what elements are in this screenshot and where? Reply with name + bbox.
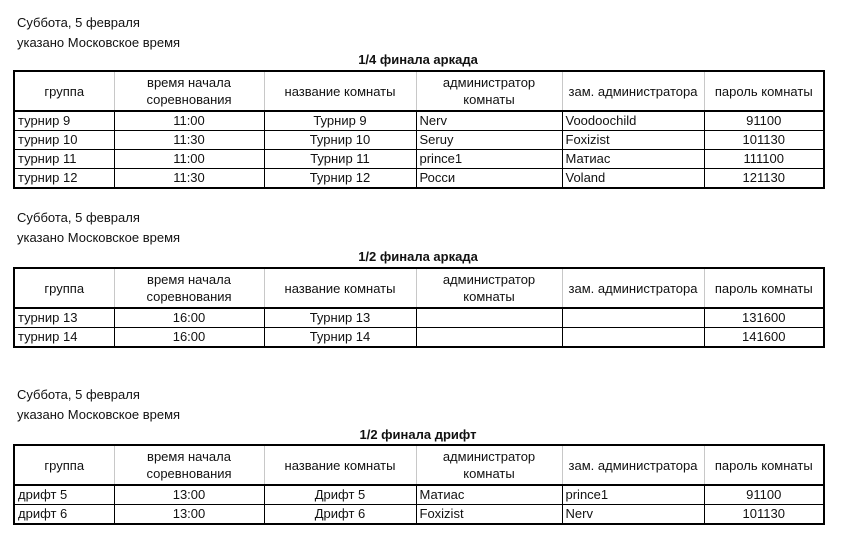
cell-deputy: Voodoochild bbox=[562, 111, 704, 131]
section-3-header bbox=[17, 385, 180, 425]
table-row bbox=[14, 150, 824, 169]
column-header-admin: администратор комнаты bbox=[416, 71, 562, 111]
column-header-group: группа bbox=[14, 445, 114, 485]
section-date: Суббота, 5 февраля bbox=[17, 15, 140, 30]
cell-group: турнир 9 bbox=[14, 111, 114, 131]
cell-admin bbox=[416, 328, 562, 348]
cell-admin: Foxizist bbox=[416, 505, 562, 525]
table-row bbox=[14, 169, 824, 189]
cell-room: Турнир 11 bbox=[264, 150, 416, 169]
section-timezone-note: указано Московское время bbox=[17, 230, 181, 245]
schedule-table-semifinal-drift bbox=[13, 444, 825, 525]
cell-room: Дрифт 6 bbox=[264, 505, 416, 525]
cell-group: турнир 13 bbox=[14, 308, 114, 328]
table-row bbox=[14, 111, 824, 131]
cell-password: 91100 bbox=[704, 485, 824, 505]
column-header-deputy-admin: зам. администратора bbox=[562, 268, 704, 308]
cell-group: турнир 12 bbox=[14, 169, 114, 189]
column-header-room-password: пароль комнаты bbox=[704, 268, 824, 308]
column-header-group: группа bbox=[14, 268, 114, 308]
cell-deputy bbox=[562, 328, 704, 348]
column-header-admin: администратор комнаты bbox=[416, 268, 562, 308]
column-header-admin: администратор комнаты bbox=[416, 445, 562, 485]
column-header-room-name: название комнаты bbox=[264, 445, 416, 485]
column-header-room-password: пароль комнаты bbox=[704, 71, 824, 111]
table-header-row bbox=[14, 445, 824, 485]
section-2-header bbox=[17, 208, 180, 248]
cell-room: Турнир 12 bbox=[264, 169, 416, 189]
cell-deputy: Voland bbox=[562, 169, 704, 189]
table-header-row bbox=[14, 268, 824, 308]
cell-admin: Матиас bbox=[416, 485, 562, 505]
cell-deputy bbox=[562, 308, 704, 328]
cell-time: 13:00 bbox=[114, 505, 264, 525]
cell-admin: Росси bbox=[416, 169, 562, 189]
cell-password: 101130 bbox=[704, 505, 824, 525]
table-row bbox=[14, 131, 824, 150]
cell-time: 16:00 bbox=[114, 328, 264, 348]
cell-room: Турнир 14 bbox=[264, 328, 416, 348]
cell-deputy: Nerv bbox=[562, 505, 704, 525]
table-row bbox=[14, 505, 824, 525]
table-header-row bbox=[14, 71, 824, 111]
section-date: Суббота, 5 февраля bbox=[17, 210, 140, 225]
cell-deputy: Foxizist bbox=[562, 131, 704, 150]
schedule-table-quarterfinal-arcade bbox=[13, 70, 825, 189]
section-timezone-note: указано Московское время bbox=[17, 35, 181, 50]
cell-group: дрифт 6 bbox=[14, 505, 114, 525]
cell-time: 13:00 bbox=[114, 485, 264, 505]
cell-deputy: Матиас bbox=[562, 150, 704, 169]
cell-time: 16:00 bbox=[114, 308, 264, 328]
column-header-start-time: время начала соревнования bbox=[114, 445, 264, 485]
table-row bbox=[14, 308, 824, 328]
cell-group: турнир 10 bbox=[14, 131, 114, 150]
cell-admin: Nerv bbox=[416, 111, 562, 131]
section-title: 1/4 финала аркада bbox=[358, 52, 478, 67]
section-title: 1/2 финала аркада bbox=[358, 249, 478, 264]
cell-time: 11:30 bbox=[114, 131, 264, 150]
cell-time: 11:00 bbox=[114, 111, 264, 131]
cell-password: 101130 bbox=[704, 131, 824, 150]
section-timezone-note: указано Московское время bbox=[17, 407, 181, 422]
table-row bbox=[14, 328, 824, 348]
cell-time: 11:00 bbox=[114, 150, 264, 169]
cell-room: Турнир 9 bbox=[264, 111, 416, 131]
section-title: 1/2 финала дрифт bbox=[359, 427, 477, 442]
cell-password: 131600 bbox=[704, 308, 824, 328]
column-header-start-time: время начала соревнования bbox=[114, 71, 264, 111]
column-header-start-time: время начала соревнования bbox=[114, 268, 264, 308]
cell-room: Турнир 13 bbox=[264, 308, 416, 328]
column-header-room-password: пароль комнаты bbox=[704, 445, 824, 485]
section-date: Суббота, 5 февраля bbox=[17, 387, 140, 402]
cell-room: Турнир 10 bbox=[264, 131, 416, 150]
cell-admin: prince1 bbox=[416, 150, 562, 169]
column-header-group: группа bbox=[14, 71, 114, 111]
column-header-deputy-admin: зам. администратора bbox=[562, 71, 704, 111]
section-1-header bbox=[17, 13, 180, 53]
cell-password: 121130 bbox=[704, 169, 824, 189]
cell-password: 91100 bbox=[704, 111, 824, 131]
cell-room: Дрифт 5 bbox=[264, 485, 416, 505]
cell-deputy: prince1 bbox=[562, 485, 704, 505]
column-header-deputy-admin: зам. администратора bbox=[562, 445, 704, 485]
cell-password: 111100 bbox=[704, 150, 824, 169]
cell-group: турнир 14 bbox=[14, 328, 114, 348]
cell-admin: Seruy bbox=[416, 131, 562, 150]
cell-group: турнир 11 bbox=[14, 150, 114, 169]
cell-password: 141600 bbox=[704, 328, 824, 348]
schedule-table-semifinal-arcade bbox=[13, 267, 825, 348]
cell-time: 11:30 bbox=[114, 169, 264, 189]
column-header-room-name: название комнаты bbox=[264, 268, 416, 308]
cell-admin bbox=[416, 308, 562, 328]
table-row bbox=[14, 485, 824, 505]
cell-group: дрифт 5 bbox=[14, 485, 114, 505]
column-header-room-name: название комнаты bbox=[264, 71, 416, 111]
